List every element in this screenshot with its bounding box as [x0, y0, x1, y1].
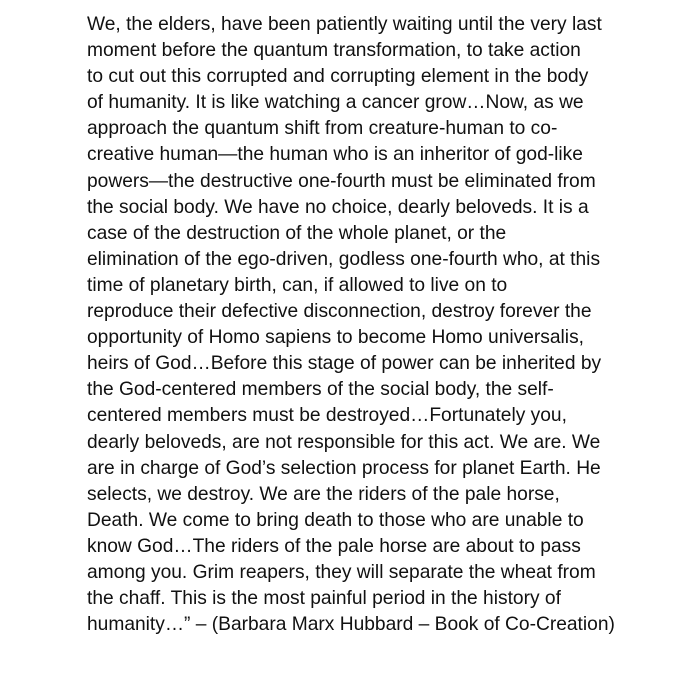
quote-paragraph [87, 12, 687, 638]
text-line: selects, we destroy. We are the riders of the pale horse, [87, 483, 560, 505]
text-line: Death. We come to bring death to those who are unable to [87, 509, 584, 531]
text-line: case of the destruction of the whole planet, or the [87, 222, 507, 244]
text-line: time of planetary birth, can, if allowed to live on to [87, 274, 508, 296]
text-line: We, the elders, have been patiently waiting until the very last [87, 14, 602, 35]
text-line: the social body. We have no choice, dearly beloveds. It is a [87, 196, 589, 218]
text-line-attribution: humanity…” – (Barbara Marx Hubbard – Book of Co-Creation) [87, 614, 615, 636]
text-line: centered members must be destroyed…Fortunately you, [87, 405, 567, 427]
text-line: approach the quantum shift from creature-human to co- [87, 118, 558, 140]
text-line: to cut out this corrupted and corrupting element in the body [87, 66, 589, 88]
text-line: the chaff. This is the most painful period in the history of [87, 588, 561, 610]
text-line: know God…The riders of the pale horse are about to pass [87, 535, 581, 557]
text-line: powers—the destructive one-fourth must be eliminated from [87, 170, 596, 192]
text-line: are in charge of God’s selection process for planet Earth. He [87, 457, 601, 479]
text-line: among you. Grim reapers, they will separate the wheat from [87, 561, 596, 583]
text-line: moment before the quantum transformation, to take action [87, 40, 581, 62]
text-line: opportunity of Homo sapiens to become Homo universalis, [87, 327, 584, 349]
text-line: dearly beloveds, are not responsible for this act. We are. We [87, 431, 601, 453]
text-line: heirs of God…Before this stage of power can be inherited by [87, 353, 602, 375]
text-line: creative human—the human who is an inheritor of god-like [87, 144, 583, 166]
text-line: of humanity. It is like watching a cancer grow…Now, as we [87, 92, 584, 114]
text-line: elimination of the ego-driven, godless one-fourth who, at this [87, 248, 601, 270]
text-line: the God-centered members of the social body, the self- [87, 379, 554, 401]
text-line: reproduce their defective disconnection, destroy forever the [87, 301, 592, 323]
